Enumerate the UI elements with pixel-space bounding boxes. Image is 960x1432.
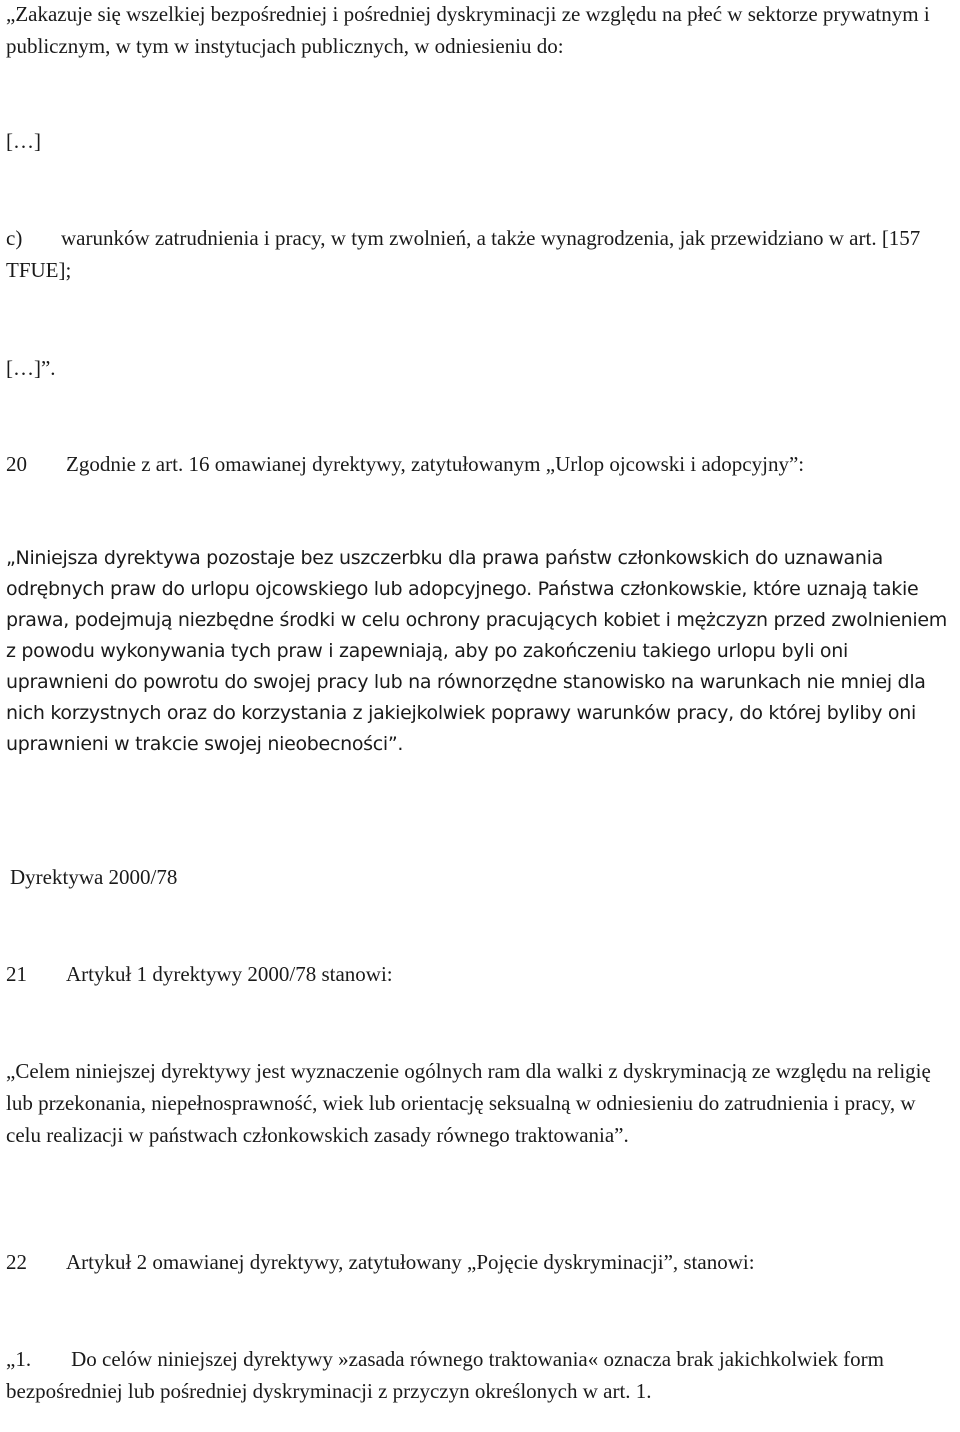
paragraph-21-text: Artykuł 1 dyrektywy 2000/78 stanowi: [66, 962, 393, 986]
paragraph-22-number: 22 [6, 1250, 27, 1274]
paragraph-21 [6, 958, 954, 990]
quote-gender-discrimination: „Zakazuje się wszelkiej bezpośredniej i pośredniej dyskryminacji ze względu na płeć w sektorze prywatnym i publicznym, w tym w instytucjach publicznych, w odniesieniu do: [6, 2, 930, 58]
point-1-text: Do celów niniejszej dyrektywy »zasada równego traktowania« oznacza brak jakichkolwiek form bezpośredniej lub pośredniej dyskryminacji z przyczyn określonych w art. 1. [6, 1347, 884, 1403]
point-1-label: „1. [6, 1347, 32, 1371]
point-c-text: warunków zatrudnienia i pracy, w tym zwolnień, a także wynagrodzenia, jak przewidziano w art. [157 TFUE]; [6, 226, 921, 282]
paragraph-22 [6, 1246, 954, 1278]
ellipsis-2: […]”. [6, 356, 56, 380]
ellipsis-1: […] [6, 129, 41, 153]
paragraph-20-number: 20 [6, 452, 27, 476]
paragraph-22-text: Artykuł 2 omawianej dyrektywy, zatytułowany „Pojęcie dyskryminacji”, stanowi: [66, 1250, 755, 1274]
point-1 [6, 1343, 954, 1407]
paragraph-20-text: Zgodnie z art. 16 omawianej dyrektywy, zatytułowanym „Urlop ojcowski i adopcyjny”: [66, 452, 805, 476]
quote-article-16: „Niniejsza dyrektywa pozostaje bez uszczerbku dla prawa państw członkowskich do uznawania odrębnych praw do urlopu ojcowskiego lub adopcyjnego. Państwa członkowskie, które uznają takie prawa, podejmują niezbędne środki w celu ochrony pracujących kobiet i mężczyzn przed zwolnieniem z powodu wykonywania tych praw i zapewniają, aby po zakończeniu takiego urlopu byli oni uprawnieni do powrotu do swojej pracy lub na równorzędne stanowisko na warunkach nie mniej dla nich korzystnych oraz do korzystania z jakiejkolwiek poprawy warunków pracy, do której byliby oni uprawnieni w trakcie swojej nieobecności”. [6, 547, 947, 755]
point-c [6, 222, 954, 286]
point-c-label: c) [6, 226, 23, 250]
paragraph-20 [6, 448, 960, 480]
heading-directive-2000-78: Dyrektywa 2000/78 [10, 865, 178, 889]
quote-article-1: „Celem niniejszej dyrektywy jest wyznaczenie ogólnych ram dla walki z dyskryminacją ze względu na religię lub przekonania, niepełnosprawność, wiek lub orientację seksualną w odniesieniu do zatrudnienia i pracy, w celu realizacji w państwach członkowskich zasady równego traktowania”. [6, 1059, 931, 1147]
paragraph-21-number: 21 [6, 962, 27, 986]
